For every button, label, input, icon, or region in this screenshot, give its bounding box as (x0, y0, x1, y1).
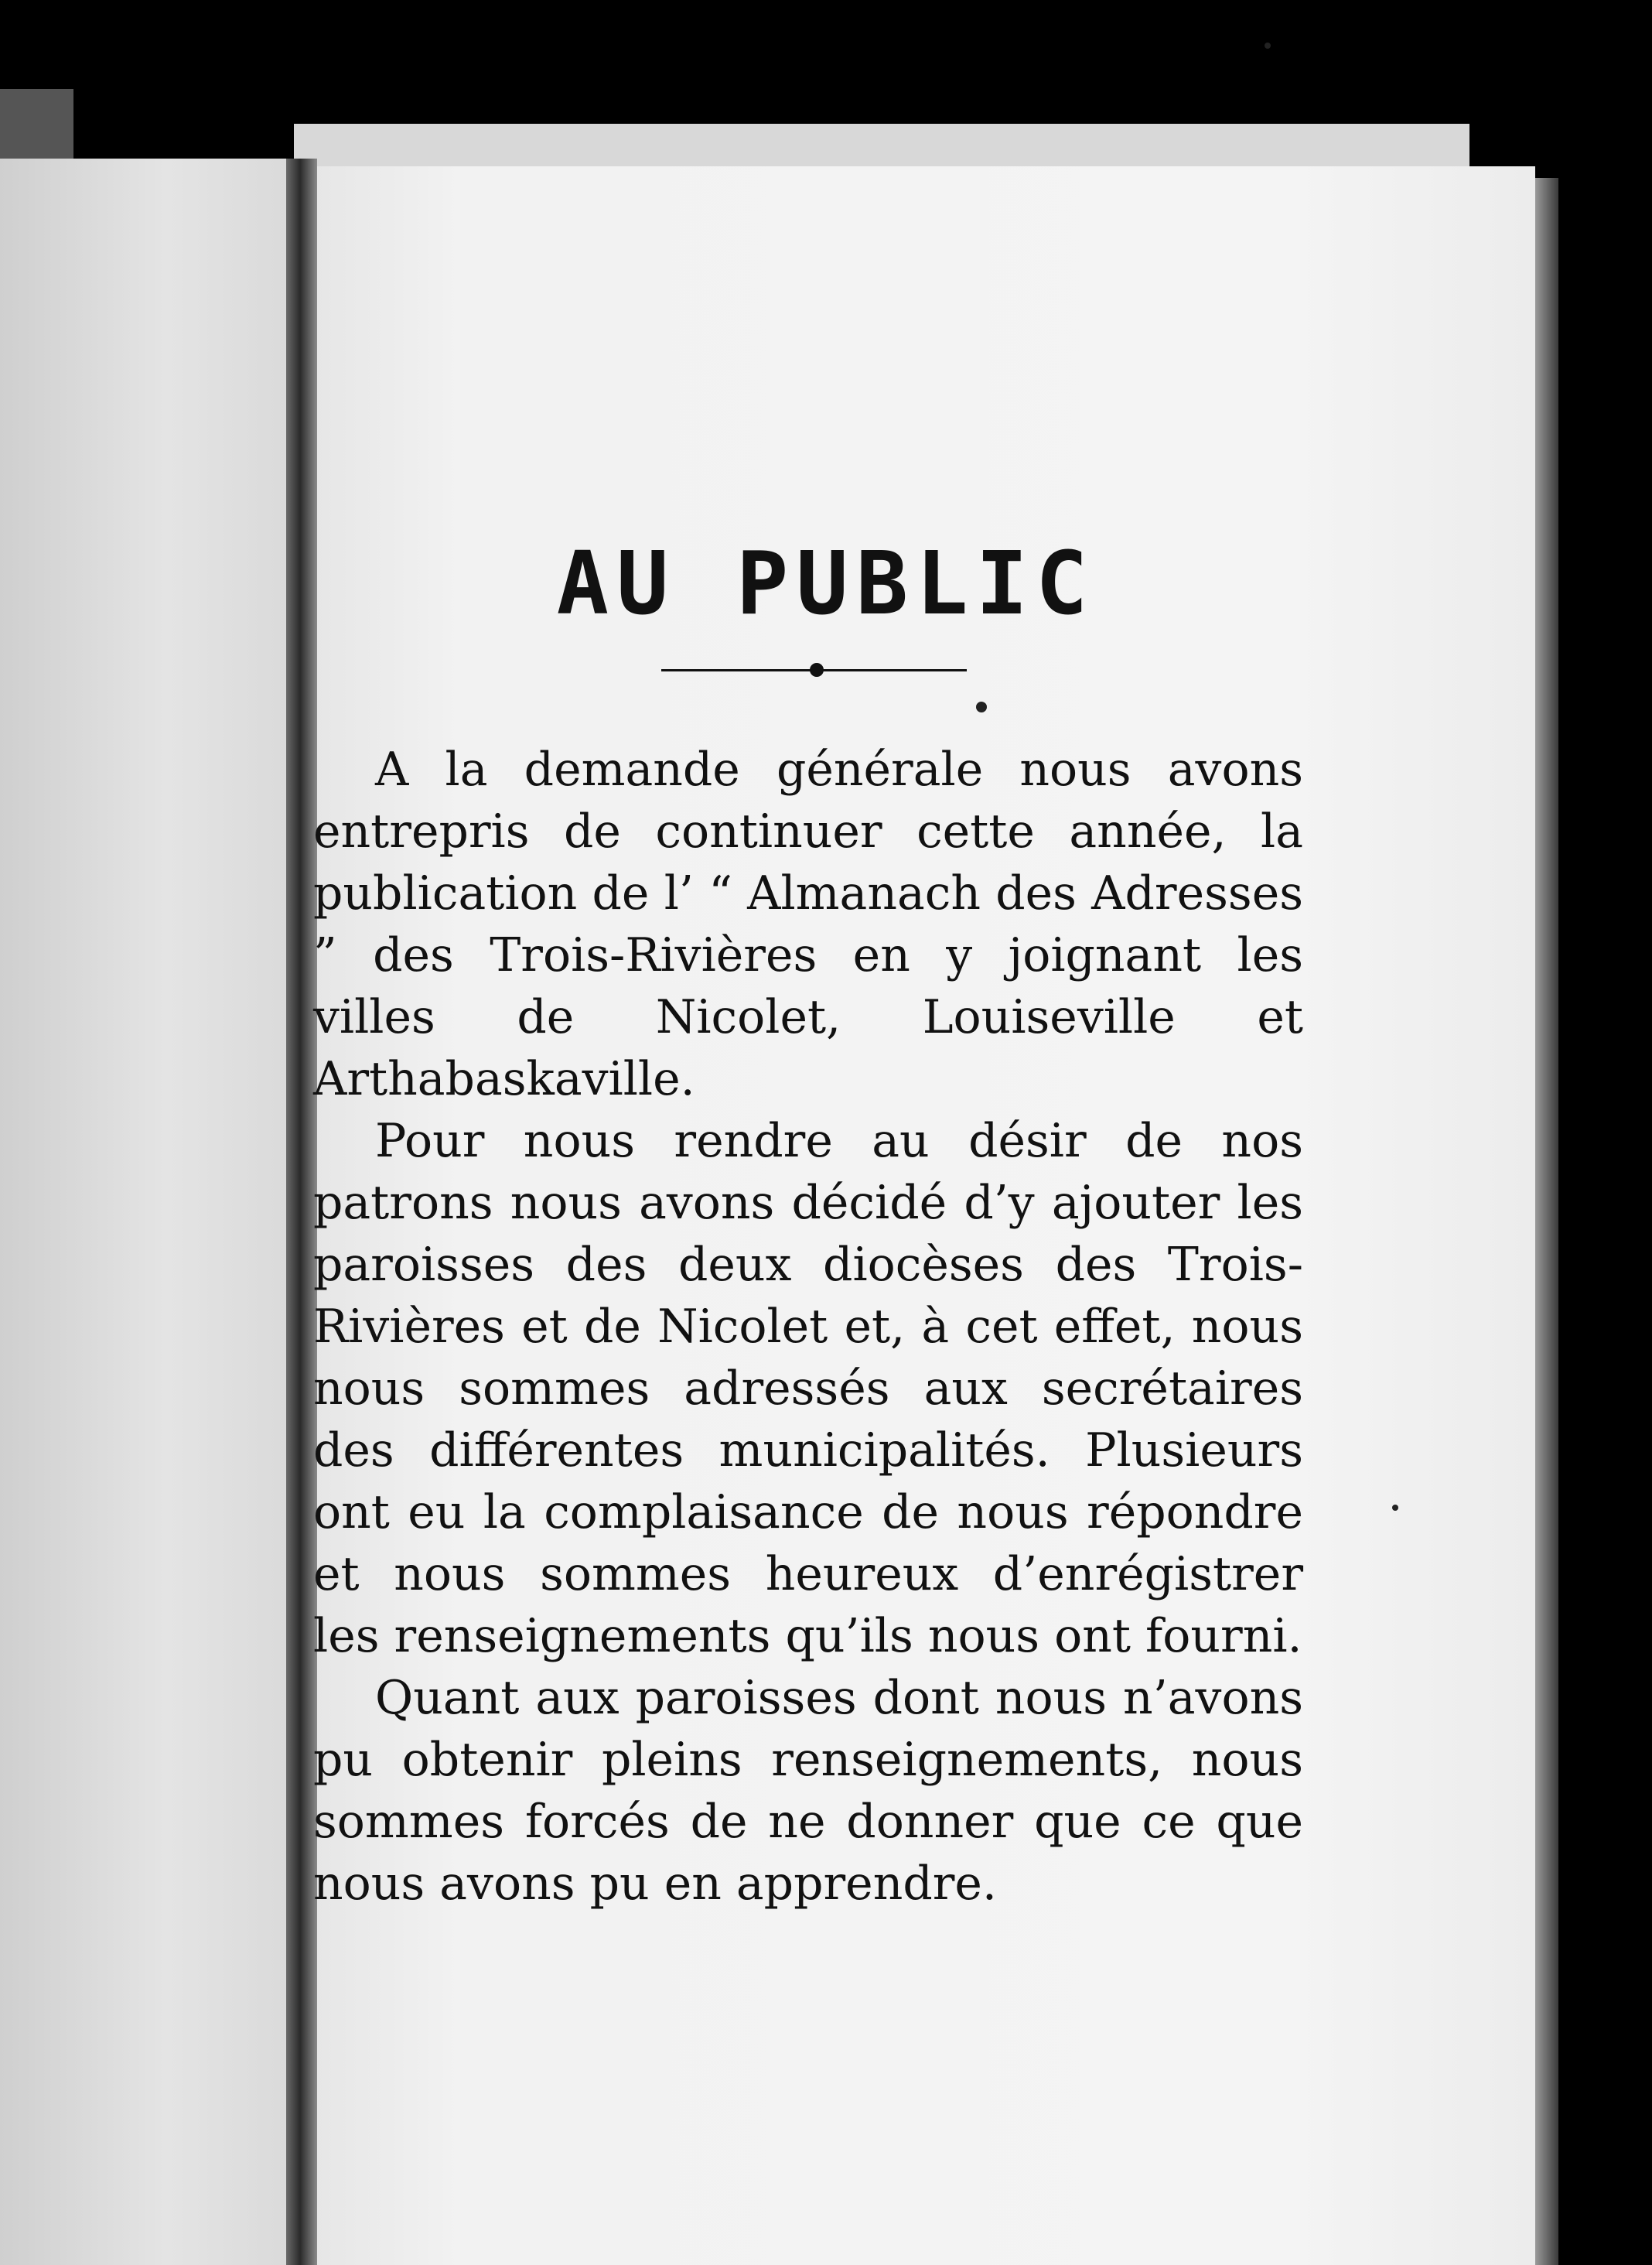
title-divider-ornament (810, 663, 824, 677)
paragraph: Pour nous rendre au désir de nos patrons nous avons décidé d’y ajouter les paroisses des deux diocèses des Trois-Rivières et de Nicolet et, à cet effet, nous nous sommes adressés aux secrétaires des différentes municipalités. Plusieurs ont eu la complaisance de nous répondre et nous sommes heureux d’enrégistrer les renseignements qu’ils nous ont fourni. (313, 1114, 1303, 1663)
ink-speck (1265, 43, 1271, 49)
book-gutter (286, 159, 317, 2265)
paragraph: A la demande générale nous avons entrepris de continuer cette année, la publication de l’ “ Almanach des Adresses ” des Trois-Rivières en y joignant les villes de Nicolet, Louiseville et Arthabaskaville. (313, 743, 1303, 1106)
body-text (313, 739, 1303, 1915)
left-page-tab (0, 89, 73, 160)
paragraph: Quant aux paroisses dont nous n’avons pu obtenir pleins renseignements, nous sommes forcés de ne donner que ce que nous avons pu en apprendre. (313, 1671, 1303, 1911)
ink-speck (976, 702, 987, 712)
page-edge-shadow (1535, 178, 1558, 2265)
page-title: AU PUBLIC (556, 534, 1096, 634)
ink-speck (1392, 1505, 1398, 1511)
left-page (0, 159, 302, 2265)
